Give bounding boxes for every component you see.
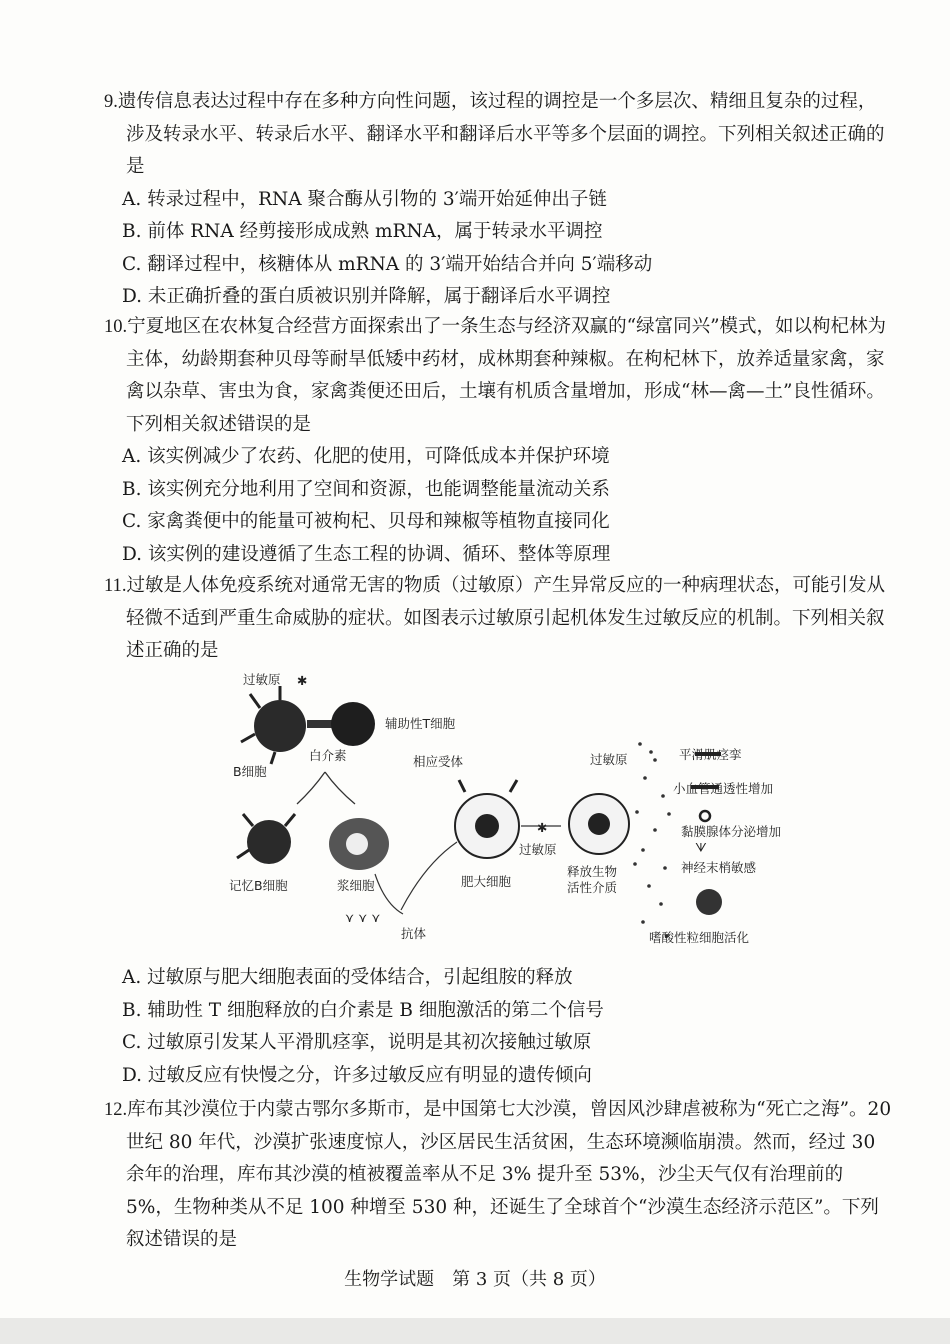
b-cell (241, 686, 306, 764)
option-a: A. 转录过程中，RNA 聚合酶从引物的 3′端开始延伸出子链 (122, 188, 607, 210)
label-receptor: 相应受体 (413, 754, 464, 769)
question-10 (104, 311, 894, 571)
question-stem: 宁夏地区在农林复合经营方面探索出了一条生态与经济双赢的“绿富同兴”模式，如以枸杞林为主体，幼龄期套种贝母等耐旱低矮中药材，成林期套种辣椒。在枸杞林下，放养适量家禽，家禽以杂草、害虫为食，家禽粪便还田后，土壤有机质含量增加，形成“林—禽—土”良性循环。下列相关叙述错误的是 (126, 316, 887, 435)
option-a: A. 过敏原与肥大细胞表面的受体结合，引起组胺的释放 (122, 967, 573, 988)
option-b: B. 前体 RNA 经剪接形成成熟 mRNA，属于转录水平调控 (122, 221, 603, 242)
question-stem: 遗传信息表达过程中存在多种方向性问题，该过程的调控是一个多层次、精细且复杂的过程，涉及转录水平、转录后水平、翻译水平和翻译后水平等多个层面的调控。下列相关叙述正确的是 (117, 91, 885, 177)
question-9 (104, 86, 894, 314)
question-stem: 库布其沙漠位于内蒙古鄂尔多斯市，是中国第七大沙漠，曾因风沙肆虐被称为“死亡之海”。20 世纪 80 年代，沙漠扩张速度惊人，沙区居民生活贫困，生态环境濒临崩溃。然而，经过 30 余年的治理，库布其沙漠的植被覆盖率从不足 3% 提升至 53%，沙尘天气仅有治理前的 5%，生物种类从不足 100 种增至 530 种，还诞生了全球首个“沙漠生态经济示范区”。下列叙述错误的是 (126, 1099, 892, 1250)
memory-b-cell (237, 814, 295, 864)
allergy-diagram (225, 664, 805, 954)
question-number: 10. (104, 317, 128, 337)
option-c: C. 翻译过程中，核糖体从 mRNA 的 3′端开始结合并向 5′端移动 (122, 253, 653, 275)
label-mediator-1: 释放生物 (567, 864, 618, 879)
label-allergen-mid: 过敏原 (519, 842, 557, 857)
question-11-options (104, 962, 894, 1092)
mast-cell (455, 780, 519, 858)
question-11 (104, 570, 894, 668)
cell-contact (307, 720, 333, 728)
antibody-icon: ⋎ ⋎ ⋎ (345, 910, 381, 925)
option-b: B. 辅助性 T 细胞释放的白介素是 B 细胞激活的第二个信号 (122, 999, 604, 1021)
label-plasma: 浆细胞 (337, 878, 375, 893)
option-d: D. 未正确折叠的蛋白质被识别并降解，属于翻译后水平调控 (122, 286, 611, 307)
option-c: C. 家禽粪便中的能量可被枸杞、贝母和辣椒等植物直接同化 (122, 511, 610, 532)
allergen-mid-star-icon: ✱ (537, 820, 548, 835)
nerve-ending-icon: ᗐ (695, 840, 707, 855)
option-d: D. 该实例的建设遵循了生态工程的协调、循环、整体等原理 (122, 543, 611, 565)
question-12 (104, 1094, 894, 1257)
activated-mast-cell (569, 794, 629, 854)
label-memory-b: 记忆B细胞 (229, 878, 288, 893)
allergy-mechanism-figure (225, 664, 805, 954)
label-helper-t: 辅助性T细胞 (385, 716, 456, 731)
label-mediator-2: 活性介质 (567, 880, 618, 895)
effect-2: 小血管通透性增加 (673, 781, 774, 796)
label-interleukin: 白介素 (309, 748, 347, 763)
helper-t-cell (331, 702, 375, 746)
arrow-to-memory (297, 772, 325, 804)
label-b-cell: B细胞 (233, 764, 267, 779)
question-stem: 过敏是人体免疫系统对通常无害的物质（过敏原）产生异常反应的一种病理状态，可能引发从轻微不适到严重生命威胁的症状。如图表示过敏原引起机体发生过敏反应的机制。下列相关叙述正确的是 (126, 575, 885, 661)
arrow-to-antibody (375, 874, 403, 914)
label-mast: 肥大细胞 (461, 874, 512, 889)
option-b: B. 该实例充分地利用了空间和资源，也能调整能量流动关系 (122, 478, 610, 500)
scan-edge (0, 1318, 950, 1344)
effect-1: 平滑肌痉挛 (679, 747, 742, 762)
question-number: 11. (104, 576, 127, 596)
option-c: C. 过敏原引发某人平滑肌痉挛，说明是其初次接触过敏原 (122, 1032, 592, 1053)
effect-5: 嗜酸性粒细胞活化 (649, 930, 750, 945)
released-granules (633, 742, 671, 938)
eosinophil-icon (696, 889, 722, 915)
effect-3: 黏膜腺体分泌增加 (681, 824, 782, 839)
page-footer: 生物学试题 第 3 页（共 8 页） (344, 1269, 606, 1290)
gland-icon (700, 811, 710, 821)
question-number: 12. (104, 1100, 128, 1120)
arrow-to-mast (401, 842, 457, 910)
label-allergen-top: 过敏原 (243, 672, 281, 687)
option-d: D. 过敏反应有快慢之分，许多过敏反应有明显的遗传倾向 (122, 1064, 592, 1086)
label-antibody: 抗体 (401, 926, 427, 941)
option-a: A. 该实例减少了农药、化肥的使用，可降低成本并保护环境 (122, 446, 610, 467)
arrow-to-plasma (325, 772, 355, 804)
question-number: 9. (104, 92, 118, 112)
allergen-star-icon: ✱ (297, 673, 308, 688)
effect-4: 神经末梢敏感 (681, 860, 757, 875)
label-allergen-right: 过敏原 (590, 752, 628, 767)
